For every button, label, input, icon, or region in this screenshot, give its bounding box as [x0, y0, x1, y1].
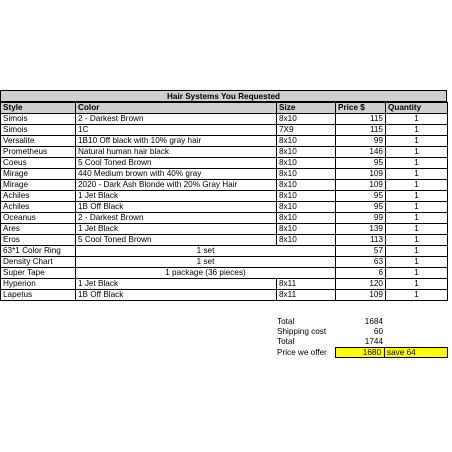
- cell-quantity: 1: [386, 213, 448, 224]
- table-row: [1, 147, 448, 158]
- cell-color: 1 set: [76, 257, 336, 268]
- cell-size: 8x10: [277, 235, 336, 246]
- table-body: [1, 114, 448, 301]
- cell-style: Simois: [1, 125, 76, 136]
- table-row: [1, 213, 448, 224]
- cell-size: 8x10: [277, 202, 336, 213]
- cell-color: 1 set: [76, 246, 336, 257]
- cell-quantity: 1: [386, 114, 448, 125]
- table-row: [1, 180, 448, 191]
- cell-price: 109: [336, 180, 386, 191]
- cell-style: Achiles: [1, 202, 76, 213]
- cell-style: Hyperion: [1, 279, 76, 290]
- cell-color: 1 Jet Black: [76, 191, 277, 202]
- cell-size: 8x10: [277, 147, 336, 158]
- grand-total-label: Total: [277, 337, 295, 346]
- cell-price: 120: [336, 279, 386, 290]
- cell-price: 57: [336, 246, 386, 257]
- shipping-label: Shipping cost: [277, 327, 327, 336]
- cell-size: 8x10: [277, 180, 336, 191]
- cell-quantity: 1: [386, 224, 448, 235]
- table-row: [1, 268, 448, 279]
- cell-style: Eros: [1, 235, 76, 246]
- cell-color: 1 Jet Black: [76, 224, 277, 235]
- table-row: [1, 246, 448, 257]
- cell-style: Ares: [1, 224, 76, 235]
- cell-size: 7X9: [277, 125, 336, 136]
- cell-price: 99: [336, 136, 386, 147]
- cell-style: Achiles: [1, 191, 76, 202]
- cell-quantity: 1: [386, 180, 448, 191]
- table-row: [1, 257, 448, 268]
- cell-quantity: 1: [386, 125, 448, 136]
- cell-style: Mirage: [1, 180, 76, 191]
- cell-style: Oceanus: [1, 213, 76, 224]
- summary-offer-row: [0, 347, 452, 358]
- cell-quantity: 1: [386, 169, 448, 180]
- header-price: Price $: [336, 103, 386, 114]
- cell-price: 109: [336, 290, 386, 301]
- cell-color: 2020 - Dark Ash Blonde with 20% Gray Hair: [76, 180, 277, 191]
- table-row: [1, 169, 448, 180]
- header-size: Size: [277, 103, 336, 114]
- cell-quantity: 1: [386, 268, 448, 279]
- offer-label: Price we offer: [277, 348, 327, 357]
- cell-price: 115: [336, 125, 386, 136]
- cell-quantity: 1: [386, 202, 448, 213]
- table-row: [1, 224, 448, 235]
- table-row: [1, 202, 448, 213]
- cell-price: 115: [336, 114, 386, 125]
- cell-quantity: 1: [386, 246, 448, 257]
- cell-style: Versalite: [1, 136, 76, 147]
- header-color: Color: [76, 103, 277, 114]
- cell-price: 63: [336, 257, 386, 268]
- table-row: [1, 125, 448, 136]
- cell-price: 113: [336, 235, 386, 246]
- table-row: [1, 235, 448, 246]
- cell-size: 8x10: [277, 191, 336, 202]
- cell-price: 146: [336, 147, 386, 158]
- cell-quantity: 1: [386, 158, 448, 169]
- cell-quantity: 1: [386, 257, 448, 268]
- cell-style: Coeus: [1, 158, 76, 169]
- cell-style: Super Tape: [1, 268, 76, 279]
- cell-color: 1B10 Off black with 10% gray hair: [76, 136, 277, 147]
- cell-price: 95: [336, 191, 386, 202]
- cell-price: 95: [336, 158, 386, 169]
- cell-quantity: 1: [386, 235, 448, 246]
- cell-size: 8x10: [277, 224, 336, 235]
- total-label: Total: [277, 317, 295, 326]
- table-row: [1, 290, 448, 301]
- cell-size: 8x10: [277, 169, 336, 180]
- table-row: [1, 158, 448, 169]
- shipping-value: 60: [373, 327, 383, 336]
- cell-color: 440 Medium brown with 40% gray: [76, 169, 277, 180]
- cell-divider: [384, 348, 385, 357]
- cell-quantity: 1: [386, 191, 448, 202]
- cell-price: 109: [336, 169, 386, 180]
- cell-price: 95: [336, 202, 386, 213]
- cell-size: 8x11: [277, 279, 336, 290]
- cell-size: 8x10: [277, 158, 336, 169]
- cell-style: Density Chart: [1, 257, 76, 268]
- cell-color: 2 - Darkest Brown: [76, 114, 277, 125]
- table-row: [1, 114, 448, 125]
- cell-price: 99: [336, 213, 386, 224]
- cell-color: Natural human hair black: [76, 147, 277, 158]
- cell-quantity: 1: [386, 290, 448, 301]
- grand-total-value: 1744: [364, 337, 383, 346]
- header-style: Style: [1, 103, 76, 114]
- cell-color: 1 package (36 pieces): [76, 268, 336, 279]
- cell-price: 6: [336, 268, 386, 279]
- cell-size: 8x10: [277, 114, 336, 125]
- cell-style: Mirage: [1, 169, 76, 180]
- cell-quantity: 1: [386, 279, 448, 290]
- header-row: [1, 103, 448, 114]
- cell-size: 8x10: [277, 136, 336, 147]
- cell-color: 2 - Darkest Brown: [76, 213, 277, 224]
- cell-size: 8x11: [277, 290, 336, 301]
- cell-quantity: 1: [386, 136, 448, 147]
- cell-style: 63*1 Color Ring: [1, 246, 76, 257]
- cell-style: Simois: [1, 114, 76, 125]
- table-row: [1, 191, 448, 202]
- cell-style: Lapetus: [1, 290, 76, 301]
- cell-color: 1B Off Black: [76, 290, 277, 301]
- table-row: [1, 279, 448, 290]
- offer-highlight: [335, 347, 448, 358]
- table-row: [1, 136, 448, 147]
- hair-systems-table: [0, 102, 448, 301]
- cell-color: 5 Cool Toned Brown: [76, 158, 277, 169]
- cell-color: 5 Cool Toned Brown: [76, 235, 277, 246]
- header-quantity: Quantity: [386, 103, 448, 114]
- cell-quantity: 1: [386, 147, 448, 158]
- cell-size: 8x10: [277, 213, 336, 224]
- cell-style: Prometheus: [1, 147, 76, 158]
- total-value: 1684: [364, 317, 383, 326]
- cell-color: 1B Off Black: [76, 202, 277, 213]
- sheet-title: Hair Systems You Requested: [0, 90, 447, 102]
- cell-color: 1 Jet Black: [76, 279, 277, 290]
- save-note: save 64: [387, 348, 416, 357]
- cell-price: 139: [336, 224, 386, 235]
- cell-color: 1C: [76, 125, 277, 136]
- offer-value: 1680: [362, 348, 381, 357]
